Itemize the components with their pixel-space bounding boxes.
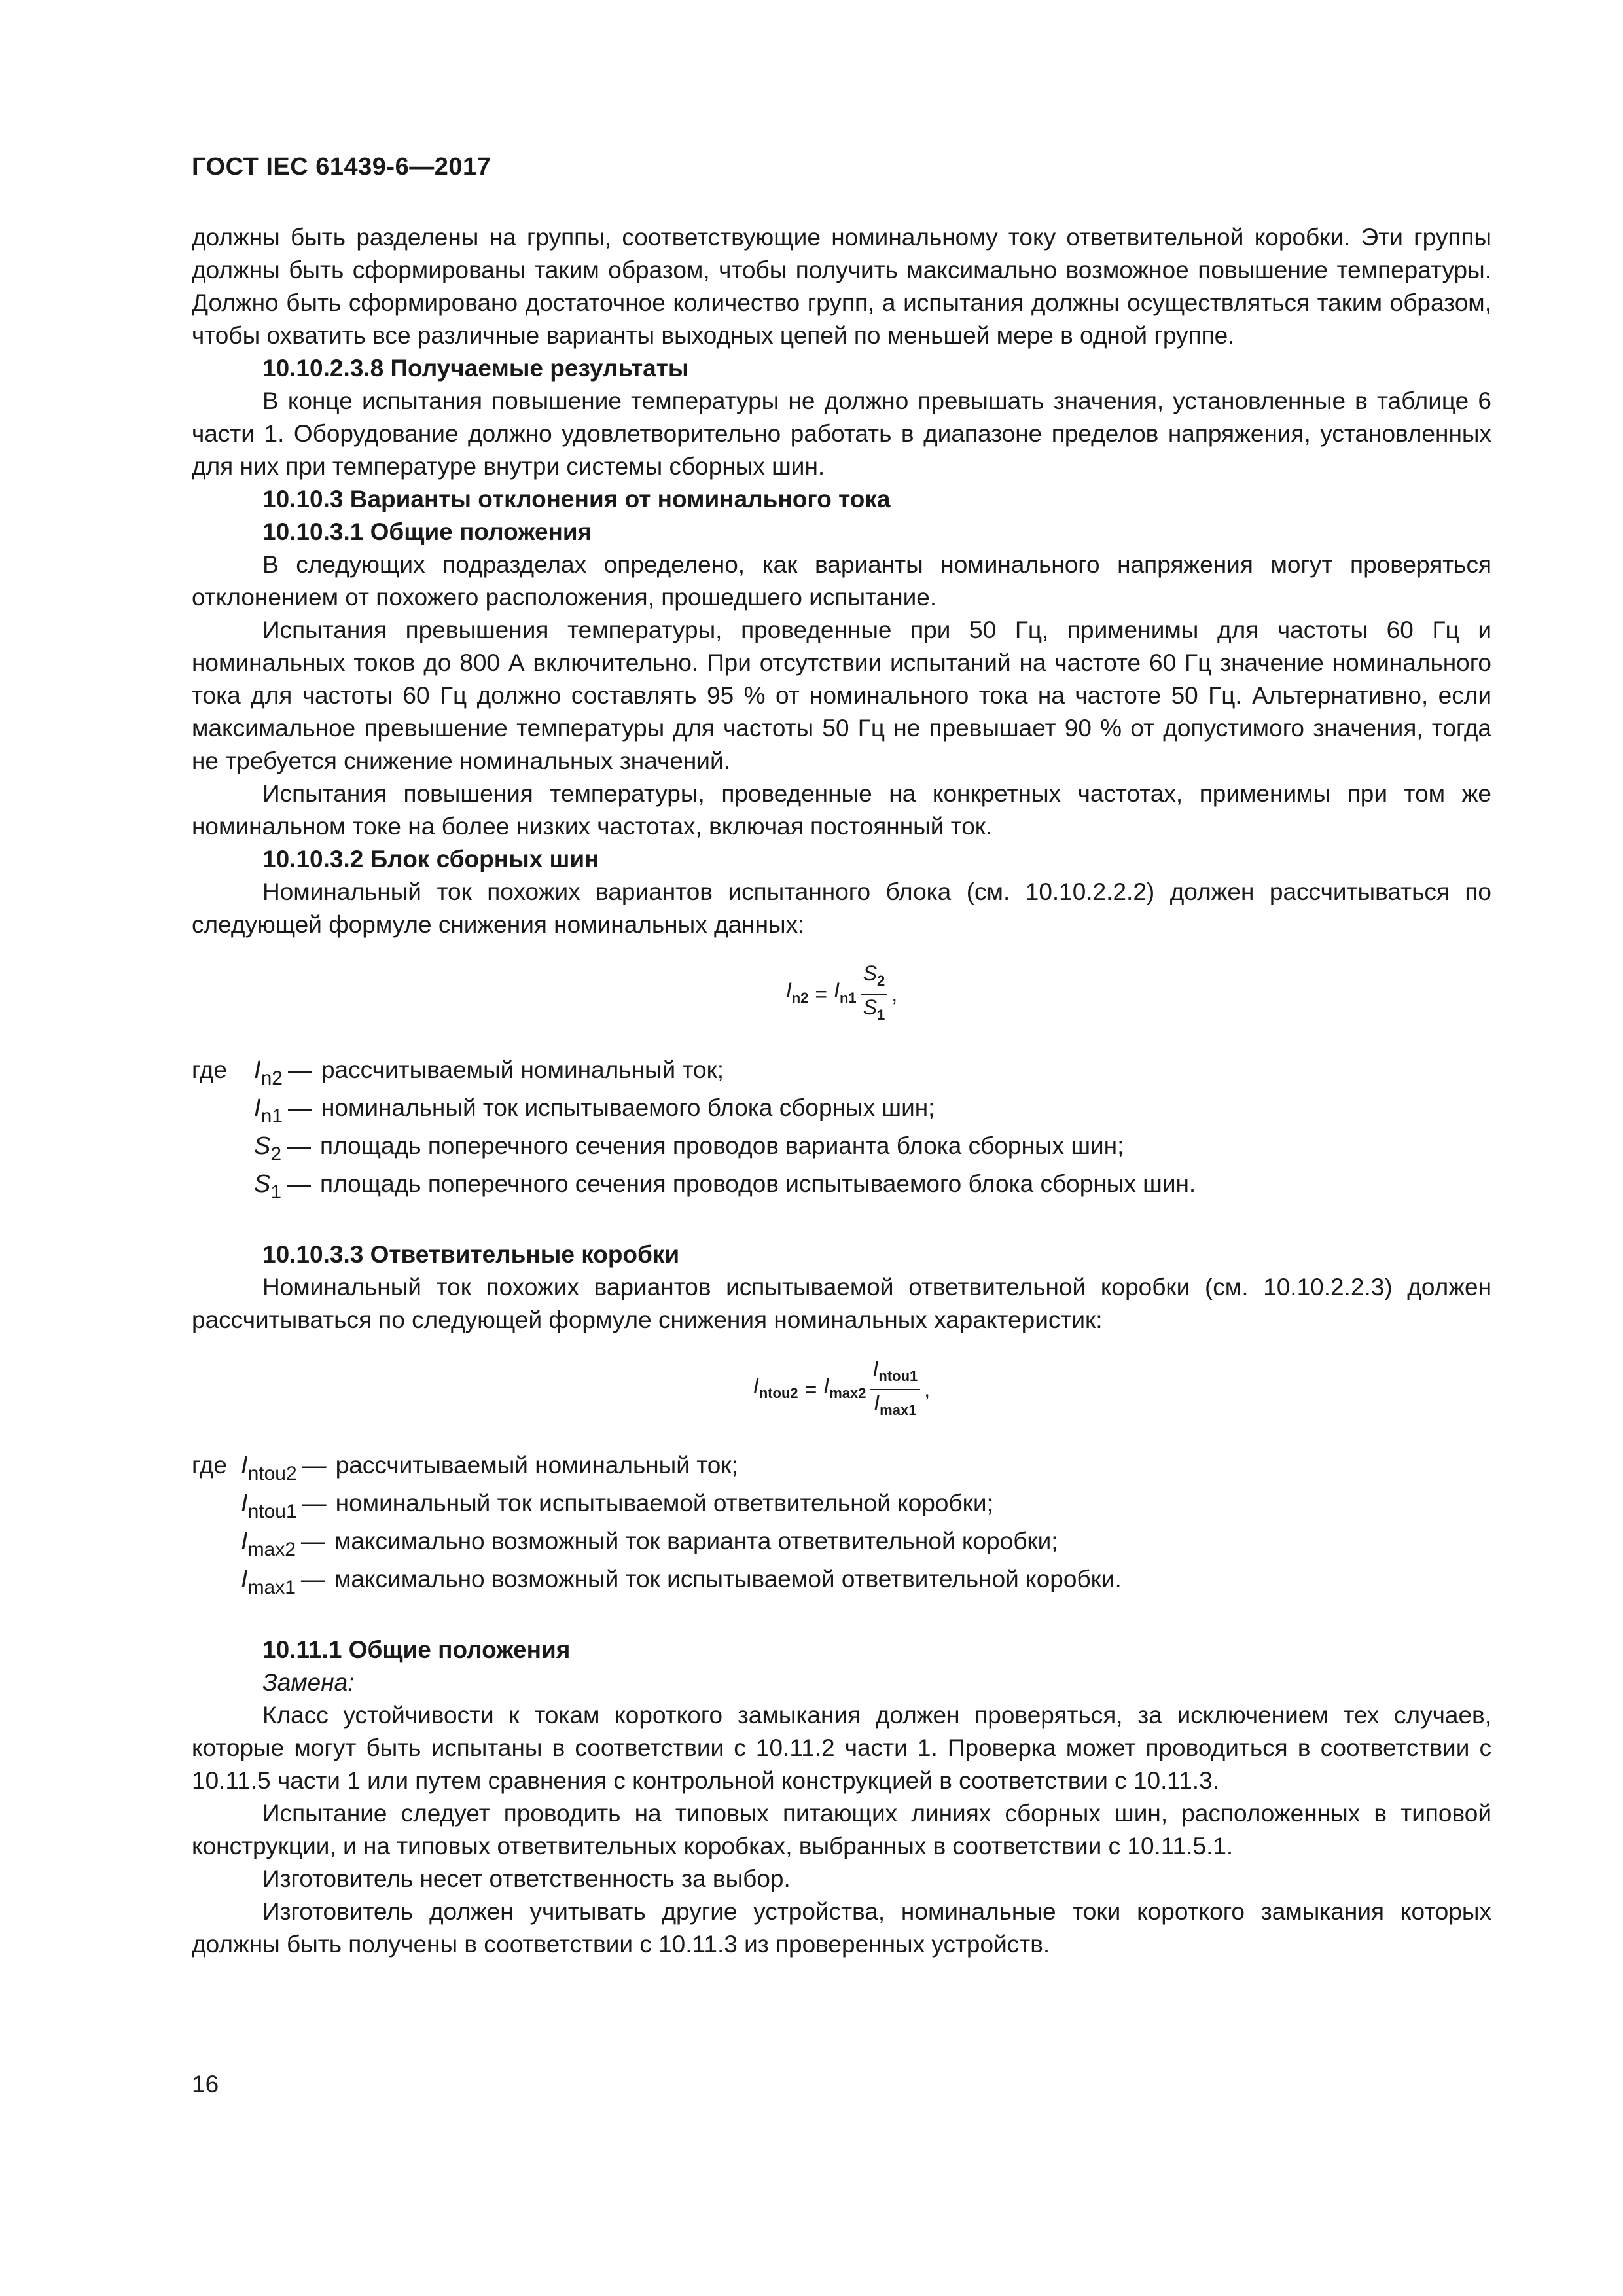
replacement-label: Замена: xyxy=(262,1669,355,1696)
definition-item: $I_{max2}$ — максимально возможный ток варианта ответвительной коробки; xyxy=(192,1525,1491,1563)
equals-sign: = xyxy=(815,982,828,1006)
formula-busbar xyxy=(192,961,1491,1028)
definition-symbol: $I_{max2}$ xyxy=(241,1528,296,1560)
section-heading: 10.10.3.3 Ответвительные коробки xyxy=(262,1241,680,1268)
definition-symbol: $I_{ntou2}$ xyxy=(241,1452,297,1484)
definition-symbol: $S_2$ xyxy=(254,1132,282,1165)
definition-item: где $I_{n2}$ — рассчитываемый номинальный ток; xyxy=(192,1054,1491,1092)
definition-item: $S_1$ — площадь поперечного сечения проводов испытываемого блока сборных шин. xyxy=(192,1168,1491,1206)
paragraph: Испытания повышения температуры, проведенные на конкретных частотах, применимы при том же номинальном токе на более низких частотах, включая постоянный ток. xyxy=(192,780,1491,840)
definitions-list xyxy=(192,1449,1491,1601)
formula-lhs: $I_{ntou2}$ xyxy=(753,1374,798,1401)
formula-trailing-comma: , xyxy=(891,982,898,1006)
definition-text: номинальный ток испытываемой ответвительной коробки; xyxy=(335,1490,993,1516)
paragraph: Изготовитель должен учитывать другие устройства, номинальные токи короткого замыкания которых должны быть получены в соответствии с 10.11.3 из проверенных устройств. xyxy=(192,1898,1491,1958)
where-label: где xyxy=(192,1056,228,1083)
formula-trailing-comma: , xyxy=(924,1378,931,1401)
definition-text: площадь поперечного сечения проводов варианта блока сборных шин; xyxy=(320,1132,1124,1159)
paragraph: Класс устойчивости к токам короткого замыкания должен проверяться, за исключением тех случаев, которые могут быть испытаны в соответствии с 10.11.2 части 1. Проверка может проводиться в соответствии с 10.11.5 части 1 или путем сравнения с контрольной конструкцией в соответствии с 10.11.3. xyxy=(192,1702,1491,1794)
definition-symbol: $S_1$ xyxy=(254,1170,282,1203)
definition-symbol: $I_{max1}$ xyxy=(241,1566,296,1598)
paragraph: Испытание следует проводить на типовых питающих линиях сборных шин, расположенных в типовой конструкции, и на типовых ответвительных коробках, выбранных в соответствии с 10.11.5.1. xyxy=(192,1800,1491,1859)
formula-rhs: $I_{max2}$ xyxy=(823,1374,866,1401)
where-label: где xyxy=(192,1452,228,1479)
paragraph: В следующих подразделах определено, как варианты номинального напряжения могут проверяться отклонением от похожего расположения, прошедшего испытание. xyxy=(192,551,1491,611)
page-number: 16 xyxy=(192,2071,219,2098)
formula-lhs: $I_{n2}$ xyxy=(785,978,809,1006)
definition-text: максимально возможный ток варианта ответвительной коробки; xyxy=(334,1528,1058,1554)
definition-item: $I_{n1}$ — номинальный ток испытываемого блока сборных шин; xyxy=(192,1092,1491,1130)
definition-item: $I_{max1}$ — максимально возможный ток испытываемой ответвительной коробки. xyxy=(192,1563,1491,1601)
definition-symbol: $I_{ntou1}$ xyxy=(241,1490,297,1522)
paragraph: Номинальный ток похожих вариантов испытанного блока (см. 10.10.2.2.2) должен рассчитываться по следующей формуле снижения номинальных данных: xyxy=(192,878,1491,938)
section-heading: 10.10.3.1 Общие положения xyxy=(262,518,592,545)
section-heading: 10.11.1 Общие положения xyxy=(262,1636,571,1663)
paragraph: Испытания превышения температуры, проведенные при 50 Гц, применимы для частоты 60 Гц и номинальных токов до 800 А включительно. При отсутствии испытаний на частоте 60 Гц значение номинального тока для частоты 60 Гц должно составлять 95 % от номинального тока на частоте 50 Гц. Альтернативно, если максимальное превышение температуры для частоты 50 Гц не превышает 90 % от допустимого значения, тогда не требуется снижение номинальных значений. xyxy=(192,617,1491,774)
paragraph: должны быть разделены на группы, соответствующие номинальному току ответвительной коробки. Эти группы должны быть сформированы таким образом, чтобы получить максимально возможное повышение температуры. Должно быть сформировано достаточное количество групп, а испытания должны осуществляться таким образом, чтобы охватить все различные варианты выходных цепей по меньшей мере в одной группе. xyxy=(192,224,1491,349)
fraction-denominator: $I_{max1}$ xyxy=(874,1391,917,1418)
section-heading: 10.10.3.2 Блок сборных шин xyxy=(262,846,599,872)
definition-symbol: $I_{n1}$ xyxy=(254,1094,283,1127)
page-content xyxy=(192,221,1491,1961)
formula-tap-off-box xyxy=(192,1356,1491,1423)
definition-item: $I_{ntou1}$ — номинальный ток испытываемой ответвительной коробки; xyxy=(192,1487,1491,1525)
definition-text: рассчитываемый номинальный ток; xyxy=(321,1056,724,1083)
definition-text: максимально возможный ток испытываемой ответвительной коробки. xyxy=(334,1566,1122,1592)
definition-item: $S_2$ — площадь поперечного сечения проводов варианта блока сборных шин; xyxy=(192,1130,1491,1168)
fraction-numerator: $S_2$ xyxy=(861,961,888,995)
fraction xyxy=(861,961,888,1028)
fraction-numerator: $I_{ntou1}$ xyxy=(870,1356,920,1390)
equals-sign: = xyxy=(804,1378,817,1401)
fraction-denominator: $S_1$ xyxy=(863,996,885,1023)
paragraph: Номинальный ток похожих вариантов испытываемой ответвительной коробки (см. 10.10.2.2.3) должен рассчитываться по следующей формуле снижения номинальных характеристик: xyxy=(192,1274,1491,1333)
definition-text: площадь поперечного сечения проводов испытываемого блока сборных шин. xyxy=(320,1170,1196,1197)
definition-text: номинальный ток испытываемого блока сборных шин; xyxy=(321,1094,935,1121)
definition-symbol: $I_{n2}$ xyxy=(254,1056,283,1089)
definition-item: где $I_{ntou2}$ — рассчитываемый номинальный ток; xyxy=(192,1449,1491,1487)
definitions-list xyxy=(192,1054,1491,1206)
paragraph: В конце испытания повышение температуры не должно превышать значения, установленные в таблице 6 части 1. Оборудование должно удовлетворительно работать в диапазоне пределов напряжения, установленных для них при температуре внутри системы сборных шин. xyxy=(192,387,1491,480)
paragraph: Изготовитель несет ответственность за выбор. xyxy=(262,1865,791,1892)
fraction xyxy=(870,1356,920,1423)
definition-text: рассчитываемый номинальный ток; xyxy=(335,1452,738,1479)
section-heading: 10.10.2.3.8 Получаемые результаты xyxy=(262,355,689,382)
section-heading: 10.10.3 Варианты отклонения от номинального тока xyxy=(262,486,891,512)
formula-rhs: $I_{n1}$ xyxy=(834,978,857,1006)
document-header: ГОСТ IEC 61439-6—2017 xyxy=(192,153,491,181)
